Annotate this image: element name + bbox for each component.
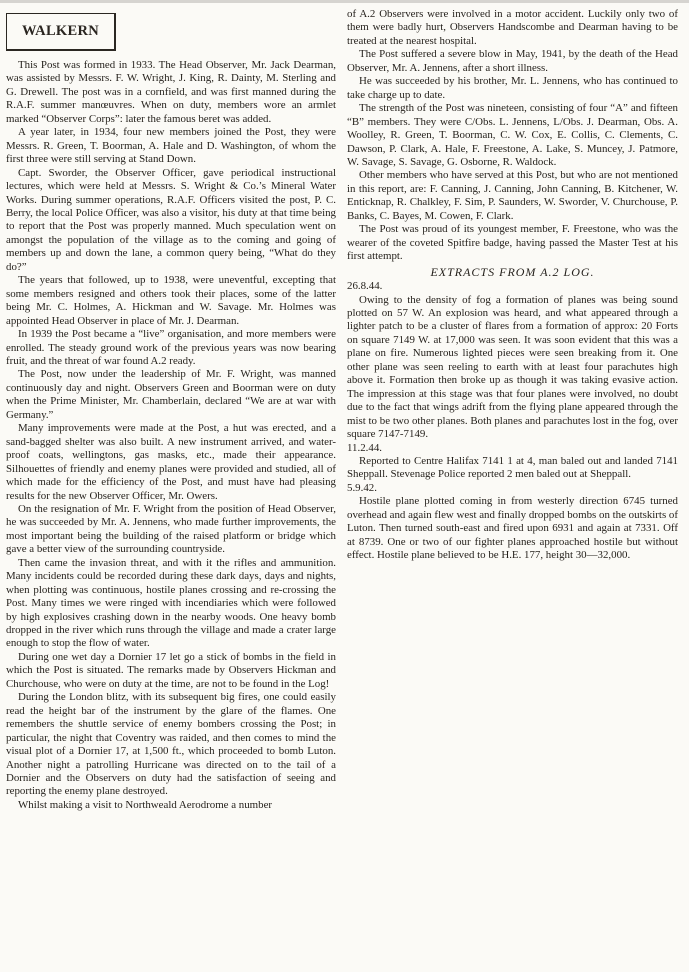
log-entry-date: 11.2.44. [347,441,382,454]
paragraph: The Post was proud of its youngest member, F. Freestone, who was the wearer of the coveted Spitfire badge, having passed the Master Test at his first attempt. [347,223,678,263]
paragraph: The years that followed, up to 1938, were uneventful, excepting that some members resigned and others took their places, some of the latter being Mr. C. Holmes, A. Hickman and W. Savage. Mr. Holmes was appointed Head Observer in place of Mr. J. Dearman. [6,274,336,327]
paragraph: In 1939 the Post became a “live” organisation, and more members were enrolled. The steady ground work of the previous years was now bearing fruit, and the threat of war found A.2 ready. [6,328,336,367]
log-entry [347,280,678,441]
left-column [6,0,336,812]
paragraph: The strength of the Post was nineteen, consisting of four “A” and fifteen “B” members. They were C/Obs. L. Jennens, L/Obs. J. Dearman, Obs. A. Woolley, R. Green, T. Boorman, C. W. Cox, E. Collis, C. Clements, C. Dawson, P. Clark, A. Hale, F. Freestone, A. Lake, S. Muncey, J. Patmore, W. Savage, S. Savage, G. Osborne, R. Waldock. [347,102,678,168]
log-entry-text: Hostile plane plotted coming in from westerly direction 6745 turned overhead and again flew west and finally dropped bombs on the outskirts of Luton. Then turned south-east and fired upon 6931 and again at 7331. Off at 8739. One or two of our fighter planes approached hostile but without effect. Hostile plane believed to be H.E. 177, height 30—32,000. [347,495,678,562]
log-entry-text: Owing to the density of fog a formation of planes was being sound plotted on 57 W. An explosion was heard, and what appeared through a lighter patch to be a cluster of flares from a formation of approx: 20 Forts on square 7149 W. at 17,000 was seen. It was soon evident that this was a plane on fire. Numerous lighted pieces were seen breaking from it. One other plane was seen reeling to earth with at least four parachutes high above it. Formation then broke up as though it was taking evasive action. The impression at this stage was that four planes were involved, no doubt due to the fact that wings adrift from the flying plane appeared through the mist to be two other planes. Both planes and parachutes lost in the fog, over square 7147-7149. [347,293,678,441]
paragraph: The Post, now under the leadership of Mr. F. Wright, was manned continuously day and night. Observers Green and Boorman were on duty when the Prime Minister, Mr. Chamberlain, declared “We are at war with Germany.” [6,368,336,421]
paragraph: of A.2 Observers were involved in a motor accident. Luckily only two of them were badly hurt, Observers Handscombe and Dearman having to be treated at the nearest hospital. [347,8,678,47]
log-entry-date: 26.8.44. [347,280,383,293]
paragraph: On the resignation of Mr. F. Wright from the position of Head Observer, he was succeeded by Mr. A. Jennens, who made further improvements, the most important being the building of the raised platform or bridge which gave a better view of the surrounding countryside. [6,502,336,556]
log-heading: EXTRACTS FROM A.2 LOG. [430,264,595,279]
paragraph: Many improvements were made at the Post, a hut was erected, and a sand-bagged shelter was also built. A new instrument arrived, and water-proof coats, wellingtons, gas masks, etc., made their appearance. Silhouettes of friendly and enemy planes were provided and studied, all of which made for the efficiency of the Post, and must have had pleasing results for the new Observer Officer, Mr. Owers. [6,422,336,502]
log-entry-date: 5.9.42. [347,481,377,494]
paragraph: Capt. Sworder, the Observer Officer, gave periodical instructional lectures, which were held at Messrs. S. Wright & Co.’s Mineral Water Works. During summer operations, R.A.F. Officers visited the post, P. C. Berry, the local Police Officer, was also a visitor, his duty at that time being to report that the Post was properly manned. Much speculation went on amongst the population of the village as to the coming and going of members up and down the lane, a common query being, “What do they do?” [6,166,336,273]
paragraph: He was succeeded by his brother, Mr. L. Jennens, who has continued to take charge up to date. [347,75,678,101]
log-entry [347,482,678,563]
paragraph: Then came the invasion threat, and with it the rifles and ammunition. Many incidents could be recorded during these dark days, days and nights, when plotting was continuous, hostile planes crossing and re-crossing the Post. Many times we were ringed with incendiaries which were followed by high explosives crashing down in the nearby woods. One heavy bomb dropped in the river which runs through the village and made a crater large enough to stop the flow of water. [6,556,336,650]
paragraph: During one wet day a Dornier 17 let go a stick of bombs in the field in which the Post is situated. The remarks made by Observers Hickman and Churchouse, who were on duty at the time, are not to be found in the Log! [6,650,336,690]
right-column [347,8,678,563]
paragraph: Other members who have served at this Post, but who are not mentioned in this report, are: F. Canning, J. Canning, John Canning, B. Kitchener, W. Enticknap, R. Chalkley, F. Sim, P. Saunders, W. Sworder, V. Churchouse, P. Banks, C. Bayes, M. Cowen, F. Clark. [347,169,678,222]
paragraph: This Post was formed in 1933. The Head Observer, Mr. Jack Dearman, was assisted by Messrs. F. W. Wright, J. King, R. Dainty, M. Sterling and G. Drewell. The post was in a cornfield, and was first manned during the R.A.F. summer manœuvres. When on duty, members wore an armlet marked “Observer Corps”: later the famous beret was added. [6,59,336,125]
paragraph: During the London blitz, with its subsequent big fires, one could easily read the height bar of the instrument by the glare of the flames. One remembers the shuttle service of enemy bombers crossing the Post; in particular, the night that Coventry was raided, and then comes to mind the visual plot of a Dornier 17, at 1,500 ft., which proceeded to bomb Luton. Another night a patrolling Hurricane was directed on to the tail of a Dornier and the Observers on duty had the satisfaction of seeing and reporting the enemy plane destroyed. [6,691,336,798]
log-entry [347,442,678,482]
paragraph: The Post suffered a severe blow in May, 1941, by the death of the Head Observer, Mr. A. Jennens, after a short illness. [347,48,678,74]
paragraph: A year later, in 1934, four new members joined the Post, they were Messrs. R. Green, T. Boorman, A. Hale and D. Washington, of whom the first three were still serving at Stand Down. [6,126,336,166]
title-box [6,13,116,51]
page-title: WALKERN [21,22,100,39]
log-entry-text: Reported to Centre Halifax 7141 1 at 4, man baled out and landed 7141 Sheppall. Stevenage Police reported 2 men baled out at Sheppall. [347,454,678,481]
paragraph: Whilst making a visit to Northweald Aerodrome a number [18,798,273,811]
